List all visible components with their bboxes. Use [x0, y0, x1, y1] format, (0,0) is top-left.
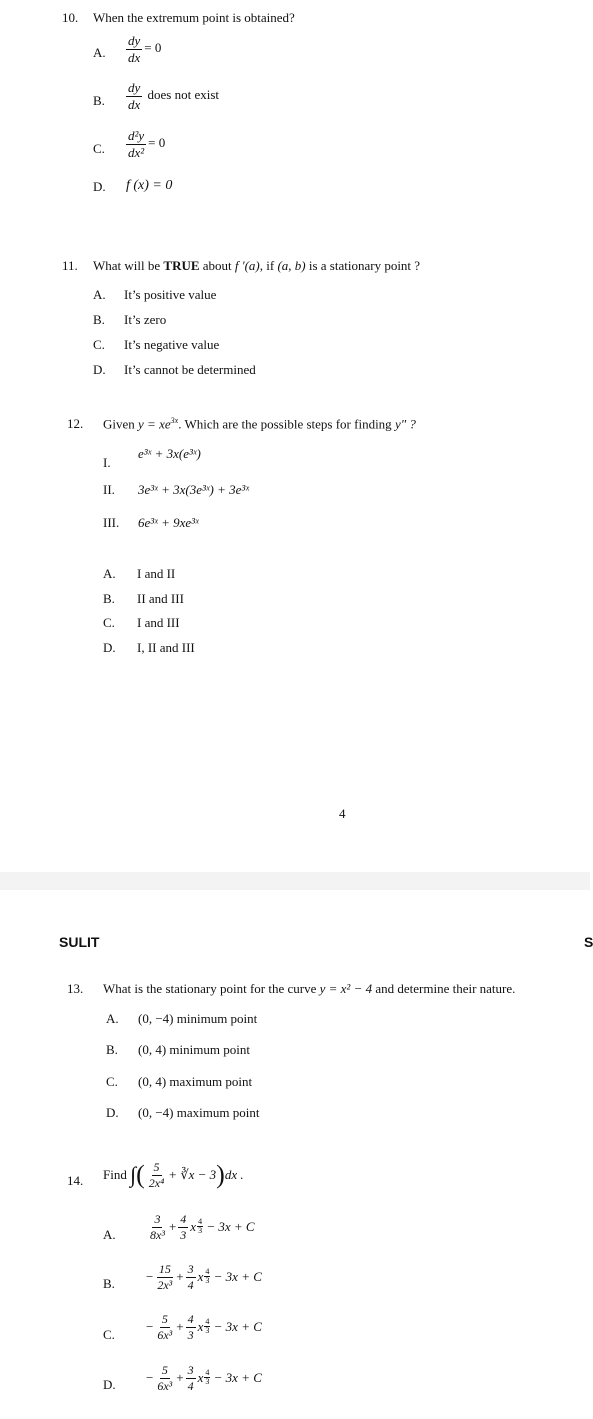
option-text: I and III — [137, 615, 180, 630]
option-letter: A. — [93, 287, 106, 302]
question-text: Given $y = xe^{3x}$. Which are the possible steps for finding y" ? — [103, 416, 416, 432]
option-letter: B. — [103, 591, 115, 606]
option-b-expression: − $\frac{15}{\text{2x³}}$ + $\frac{3}{4}$ x $\frac{4}{3}$ − 3x + C — [146, 1262, 262, 1292]
header-sulit-right: S — [584, 934, 593, 950]
question-number: 10. — [62, 10, 79, 25]
question-number: 12. — [67, 416, 84, 431]
option-letter: C. — [106, 1074, 118, 1089]
step-expression: e³ˣ + 3x(e³ˣ) — [138, 446, 201, 461]
option-letter: B. — [103, 1276, 115, 1291]
option-text: It’s negative value — [124, 337, 220, 352]
page-break — [0, 872, 590, 890]
option-b-expression: $\frac{dy}{dx}$ does not exist — [128, 80, 220, 112]
option-letter: A. — [93, 45, 106, 60]
option-letter: A. — [103, 1227, 116, 1242]
page-number: 4 — [339, 806, 346, 821]
step-numeral: III. — [103, 515, 120, 530]
option-letter: D. — [93, 362, 106, 377]
question-text: What will be TRUE about f '(a), if (a, b) is a stationary point ? — [93, 258, 421, 273]
header-sulit: SULIT — [59, 934, 100, 950]
option-a-expression: $\frac{dy}{dx}$ = 0 — [128, 33, 162, 65]
option-text: I and II — [137, 566, 176, 581]
option-text: It’s zero — [124, 312, 167, 327]
option-d-expression: − $\frac{5}{\text{6x³}}$ + $\frac{3}{4}$ x $\frac{4}{3}$ − 3x + C — [146, 1363, 262, 1393]
option-letter: A. — [106, 1011, 119, 1026]
option-text: (0, −4) minimum point — [138, 1011, 258, 1026]
option-letter: C. — [93, 141, 105, 156]
option-letter: C. — [103, 615, 115, 630]
option-letter: C. — [93, 337, 105, 352]
option-letter: D. — [93, 179, 106, 194]
option-text: I, II and III — [137, 640, 195, 655]
option-letter: A. — [103, 566, 116, 581]
option-text: (0, 4) minimum point — [138, 1042, 250, 1057]
option-a-expression: $\frac{3}{\text{8x³}}$ + $\frac{4}{3}$ x $\frac{4}{3}$ − 3x + C — [150, 1212, 255, 1242]
option-letter: D. — [106, 1105, 119, 1120]
option-text: II and III — [137, 591, 184, 606]
option-letter: D. — [103, 640, 116, 655]
question-text: Find ∫( $\frac{5}{\text{2x⁴}}$ + ∛x − 3)dx . — [103, 1159, 244, 1190]
option-d-expression: f (x) = 0 — [126, 178, 173, 193]
step-numeral: II. — [103, 482, 115, 497]
option-letter: D. — [103, 1377, 116, 1392]
option-letter: B. — [106, 1042, 118, 1057]
question-text: When the extremum point is obtained? — [93, 10, 295, 25]
step-numeral: I. — [103, 455, 111, 470]
step-expression: 3e³ˣ + 3x(3e³ˣ) + 3e³ˣ — [138, 482, 249, 497]
option-text: (0, 4) maximum point — [138, 1074, 253, 1089]
question-number: 11. — [62, 258, 78, 273]
option-letter: B. — [93, 93, 105, 108]
option-text: (0, −4) maximum point — [138, 1105, 260, 1120]
question-text: What is the stationary point for the curve y = x² − 4 and determine their nature. — [103, 981, 516, 996]
option-letter: B. — [93, 312, 105, 327]
step-expression: 6e³ˣ + 9xe³ˣ — [138, 515, 199, 530]
option-c-expression: $\frac{\text{d²y}}{\text{dx²}}$ = 0 — [128, 128, 166, 160]
option-text: It’s cannot be determined — [124, 362, 256, 377]
option-c-expression: − $\frac{5}{\text{6x³}}$ + $\frac{4}{3}$ x $\frac{4}{3}$ − 3x + C — [146, 1312, 262, 1342]
question-number: 13. — [67, 981, 84, 996]
option-text: It’s positive value — [124, 287, 217, 302]
question-number: 14. — [67, 1173, 84, 1188]
option-letter: C. — [103, 1327, 115, 1342]
